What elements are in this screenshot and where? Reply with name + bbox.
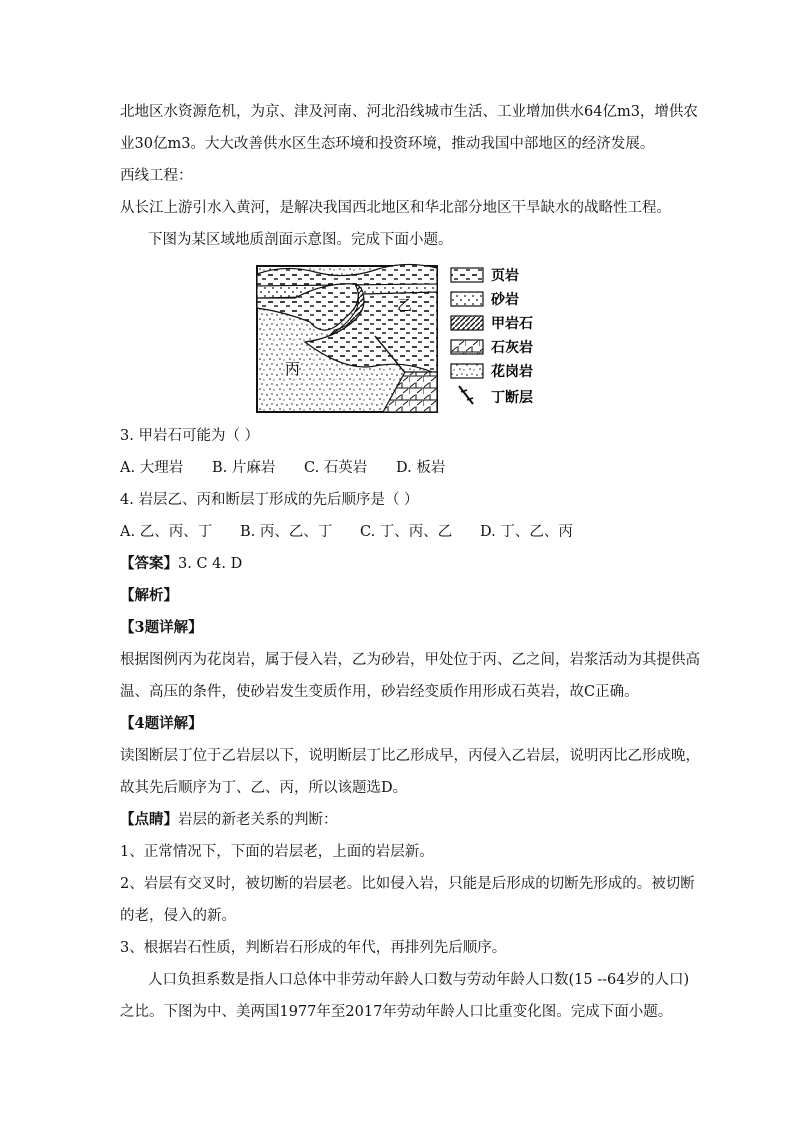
d3-line-1: 根据图例丙为花岗岩，属于侵入岩，乙为砂岩，甲处位于丙、乙之间，岩浆活动为其提供高	[120, 652, 700, 668]
geology-figure	[255, 262, 555, 414]
answer-text: 3. C 4. D	[178, 556, 243, 572]
tip-text: 岩层的新老关系的判断：	[178, 812, 338, 828]
intro-line-2: 业30亿m3。大大改善供水区生态环境和投资环境，推动我国中部地区的经济发展。	[120, 136, 655, 152]
q3-options	[120, 458, 680, 478]
q4-option-c: C. 丁、丙、乙	[360, 524, 453, 540]
west-heading: 西线工程：	[120, 168, 193, 184]
tip-point-2a: 2、岩层有交叉时，被切断的岩层老。比如侵入岩，只能是后形成的切断先形成的。被切断	[120, 876, 695, 892]
q3-option-a: A. 大理岩	[120, 460, 184, 476]
d3-tag: 【3题详解】	[120, 619, 203, 636]
intro-line-1: 北地区水资源危机，为京、津及河南、河北沿线城市生活、工业增加供水64亿m3，增供农	[120, 104, 698, 120]
geology-section-svg	[255, 262, 555, 414]
legend-label-jia: 甲岩石	[491, 316, 533, 332]
answer-tag: 【答案】	[120, 555, 178, 572]
sandstone-pattern-icon	[451, 292, 483, 306]
rock-jia-pattern-icon	[451, 316, 483, 330]
d4-line-2: 故其先后顺序为丁、乙、丙，所以该题选D。	[120, 780, 408, 796]
tip-point-2b: 的老，侵入的新。	[120, 908, 236, 924]
legend-label-granite: 花岗岩	[491, 364, 533, 380]
q4-option-b: B. 丙、乙、丁	[240, 524, 333, 540]
legend-label-limestone: 石灰岩	[491, 340, 533, 356]
q3-option-b: B. 片麻岩	[212, 460, 276, 476]
q4-options	[120, 522, 680, 542]
shale-pattern-icon	[451, 268, 483, 282]
west-text: 从长江上游引水入黄河，是解决我国西北地区和华北部分地区干旱缺水的战略性工程。	[120, 200, 671, 216]
q3-option-c: C. 石英岩	[304, 460, 368, 476]
next-line-1: 人口负担系数是指人口总体中非劳动年龄人口数与劳动年龄人口数(15 --64岁的人口)	[148, 972, 690, 988]
q3-option-d: D. 板岩	[396, 460, 446, 476]
figure-intro: 下图为某区域地质剖面示意图。完成下面小题。	[148, 232, 453, 248]
analysis-tag: 【解析】	[120, 587, 178, 604]
next-line-2: 之比。下图为中、美两国1977年至2017年劳动年龄人口比重变化图。完成下面小题。	[120, 1004, 673, 1020]
granite-pattern-icon	[451, 364, 483, 378]
q4-option-a: A. 乙、丙、丁	[120, 524, 213, 540]
tip-tag: 【点睛】	[120, 811, 178, 828]
legend-label-shale: 页岩	[491, 268, 519, 284]
answer-line	[120, 554, 680, 574]
tip-line	[120, 810, 680, 830]
d4-tag: 【4题详解】	[120, 715, 203, 732]
q4-option-d: D. 丁、乙、丙	[480, 524, 573, 540]
legend	[451, 267, 533, 406]
legend-label-sandstone: 砂岩	[491, 292, 519, 308]
tip-point-3: 3、根据岩石性质，判断岩石形成的年代，再排列先后顺序。	[120, 940, 507, 956]
fault-icon	[459, 386, 473, 404]
q3-stem: 3. 甲岩石可能为（ ）	[120, 428, 260, 444]
d3-line-2: 温、高压的条件，使砂岩发生变质作用，砂岩经变质作用形成石英岩，故C正确。	[120, 684, 639, 700]
d4-line-1: 读图断层丁位于乙岩层以下，说明断层丁比乙形成早，丙侵入乙岩层，说明丙比乙形成晚，	[120, 748, 700, 764]
legend-label-fault: 丁断层	[491, 390, 533, 406]
q4-stem: 4. 岩层乙、丙和断层丁形成的先后顺序是（ ）	[120, 492, 419, 508]
tip-point-1: 1、正常情况下，下面的岩层老，上面的岩层新。	[120, 844, 434, 860]
label-yi: 乙	[397, 296, 413, 314]
limestone-pattern-icon	[451, 340, 483, 354]
label-bing: 丙	[285, 360, 301, 378]
